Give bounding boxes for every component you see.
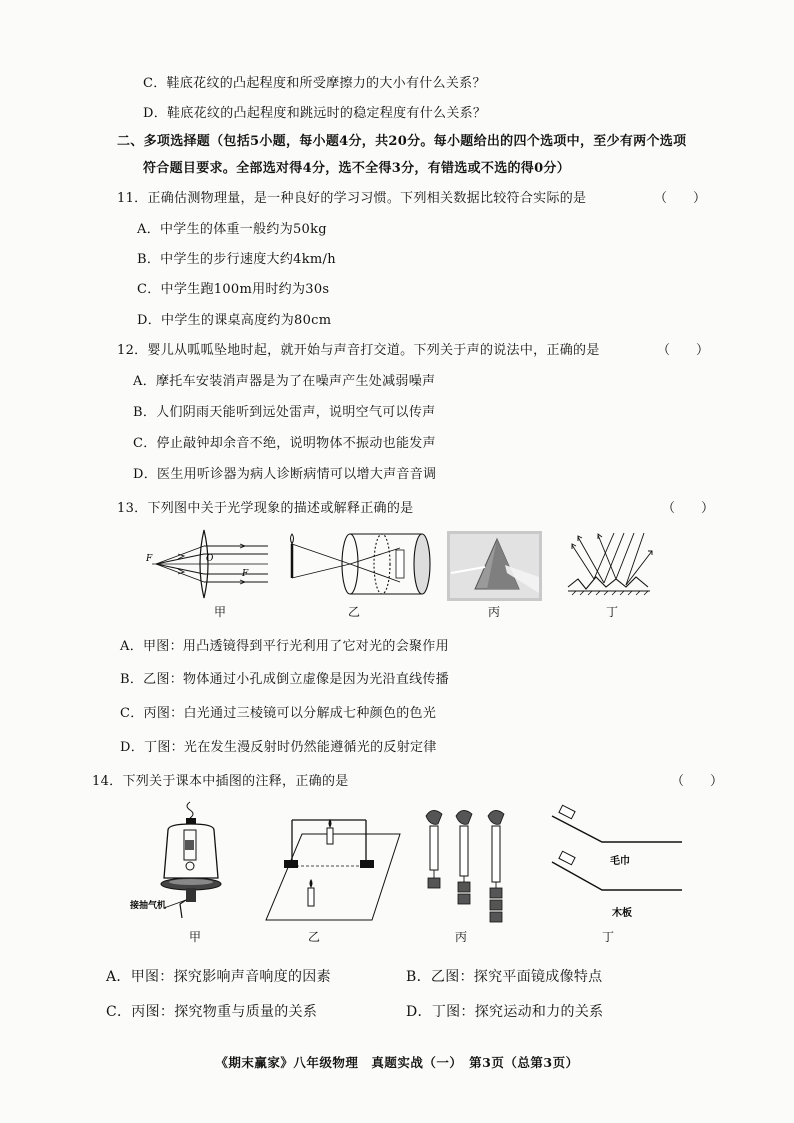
- q14-option-c: C．丙图：探究物重与质量的关系: [106, 1004, 318, 1020]
- pump-label: 接抽气机: [130, 901, 167, 911]
- q14-fig-label-jia: 甲: [189, 930, 202, 944]
- q13-fig-label-yi: 乙: [348, 605, 361, 619]
- q10-option-c: C．鞋底花纹的凸起程度和所受摩擦力的大小有什么关系？: [143, 76, 486, 91]
- q14-stem: 14．下列关于课本中插图的注释，正确的是: [92, 774, 349, 789]
- q13-stem: 13．下列图中关于光学现象的描述或解释正确的是: [117, 501, 414, 516]
- towel-label: 毛巾: [610, 856, 630, 867]
- section2-heading-cont: 符合题目要求。全部选对得4分，选不全得3分，有错选或不选的得0分）: [143, 161, 571, 176]
- q14-option-a: A．甲图：探究影响声音响度的因素: [106, 969, 331, 985]
- q13-fig-label-ding: 丁: [606, 605, 619, 619]
- q11-option-c: C．中学生跑100m用时约为30s: [137, 282, 330, 297]
- q13-fig-label-bing: 丙: [488, 605, 501, 619]
- q10-option-d: D．鞋底花纹的凸起程度和跳远时的稳定程度有什么关系？: [143, 106, 487, 121]
- q14-fig-label-yi: 乙: [308, 930, 321, 944]
- bell-jar-figure: [128, 800, 243, 922]
- optical-center-label: O: [206, 554, 214, 564]
- q12-option-a: A．摩托车安装消声器是为了在噪声产生处减弱噪声: [133, 374, 436, 389]
- q13-answer-blank: （ ）: [662, 501, 715, 516]
- q12-option-d: D．医生用听诊器为病人诊断病情可以增大声音音调: [133, 467, 437, 482]
- q14-option-b: B．乙图：探究平面镜成像特点: [406, 969, 603, 985]
- q14-option-d: D．丁图：探究运动和力的关系: [406, 1004, 604, 1020]
- focus-label-right: F: [242, 569, 249, 579]
- plane-mirror-figure: [262, 808, 412, 928]
- q11-option-d: D．中学生的课桌高度约为80cm: [137, 313, 332, 328]
- pinhole-camera-figure: [282, 530, 432, 598]
- q12-answer-blank: （ ）: [657, 343, 710, 358]
- spring-scales-figure: [418, 806, 528, 924]
- q14-fig-label-ding: 丁: [602, 930, 615, 944]
- board-label: 木板: [612, 908, 632, 919]
- page-footer: 《期末赢家》八年级物理 真题实战（一） 第3页（总第3页）: [215, 1055, 579, 1070]
- section2-heading: 二、多项选择题（包括5小题，每小题4分，共20分。每小题给出的四个选项中，至少有两个选项: [117, 134, 687, 149]
- q13-option-c: C．丙图：白光通过三棱镜可以分解成七种颜色的色光: [120, 706, 437, 721]
- q11-answer-blank: （ ）: [654, 191, 707, 206]
- q13-option-d: D．丁图：光在发生漫反射时仍然能遵循光的反射定律: [120, 740, 437, 755]
- prism-figure: [447, 531, 542, 601]
- q11-option-b: B．中学生的步行速度大约4km/h: [137, 252, 336, 267]
- diffuse-reflection-figure: [564, 531, 656, 601]
- q13-option-b: B．乙图：物体通过小孔成倒立虚像是因为光沿直线传播: [120, 672, 450, 687]
- q12-option-b: B．人们阴雨天能听到远处雷声，说明空气可以传声: [133, 405, 436, 420]
- q11-option-a: A．中学生的体重一般约为50kg: [137, 222, 327, 237]
- q12-stem: 12．婴儿从呱呱坠地时起，就开始与声音打交道。下列关于声的说法中，正确的是: [117, 343, 600, 358]
- focus-label-left: F: [146, 554, 153, 564]
- q14-fig-label-bing: 丙: [455, 930, 468, 944]
- convex-lens-figure: [146, 528, 270, 600]
- q14-answer-blank: （ ）: [671, 774, 724, 789]
- inclined-plane-figure: [548, 804, 688, 922]
- q13-option-a: A．甲图：用凸透镜得到平行光利用了它对光的会聚作用: [120, 639, 449, 654]
- q11-stem: 11．正确估测物理量，是一种良好的学习习惯。下列相关数据比较符合实际的是: [117, 191, 587, 206]
- q13-fig-label-jia: 甲: [214, 605, 227, 619]
- q12-option-c: C．停止敲钟却余音不绝，说明物体不振动也能发声: [133, 436, 436, 451]
